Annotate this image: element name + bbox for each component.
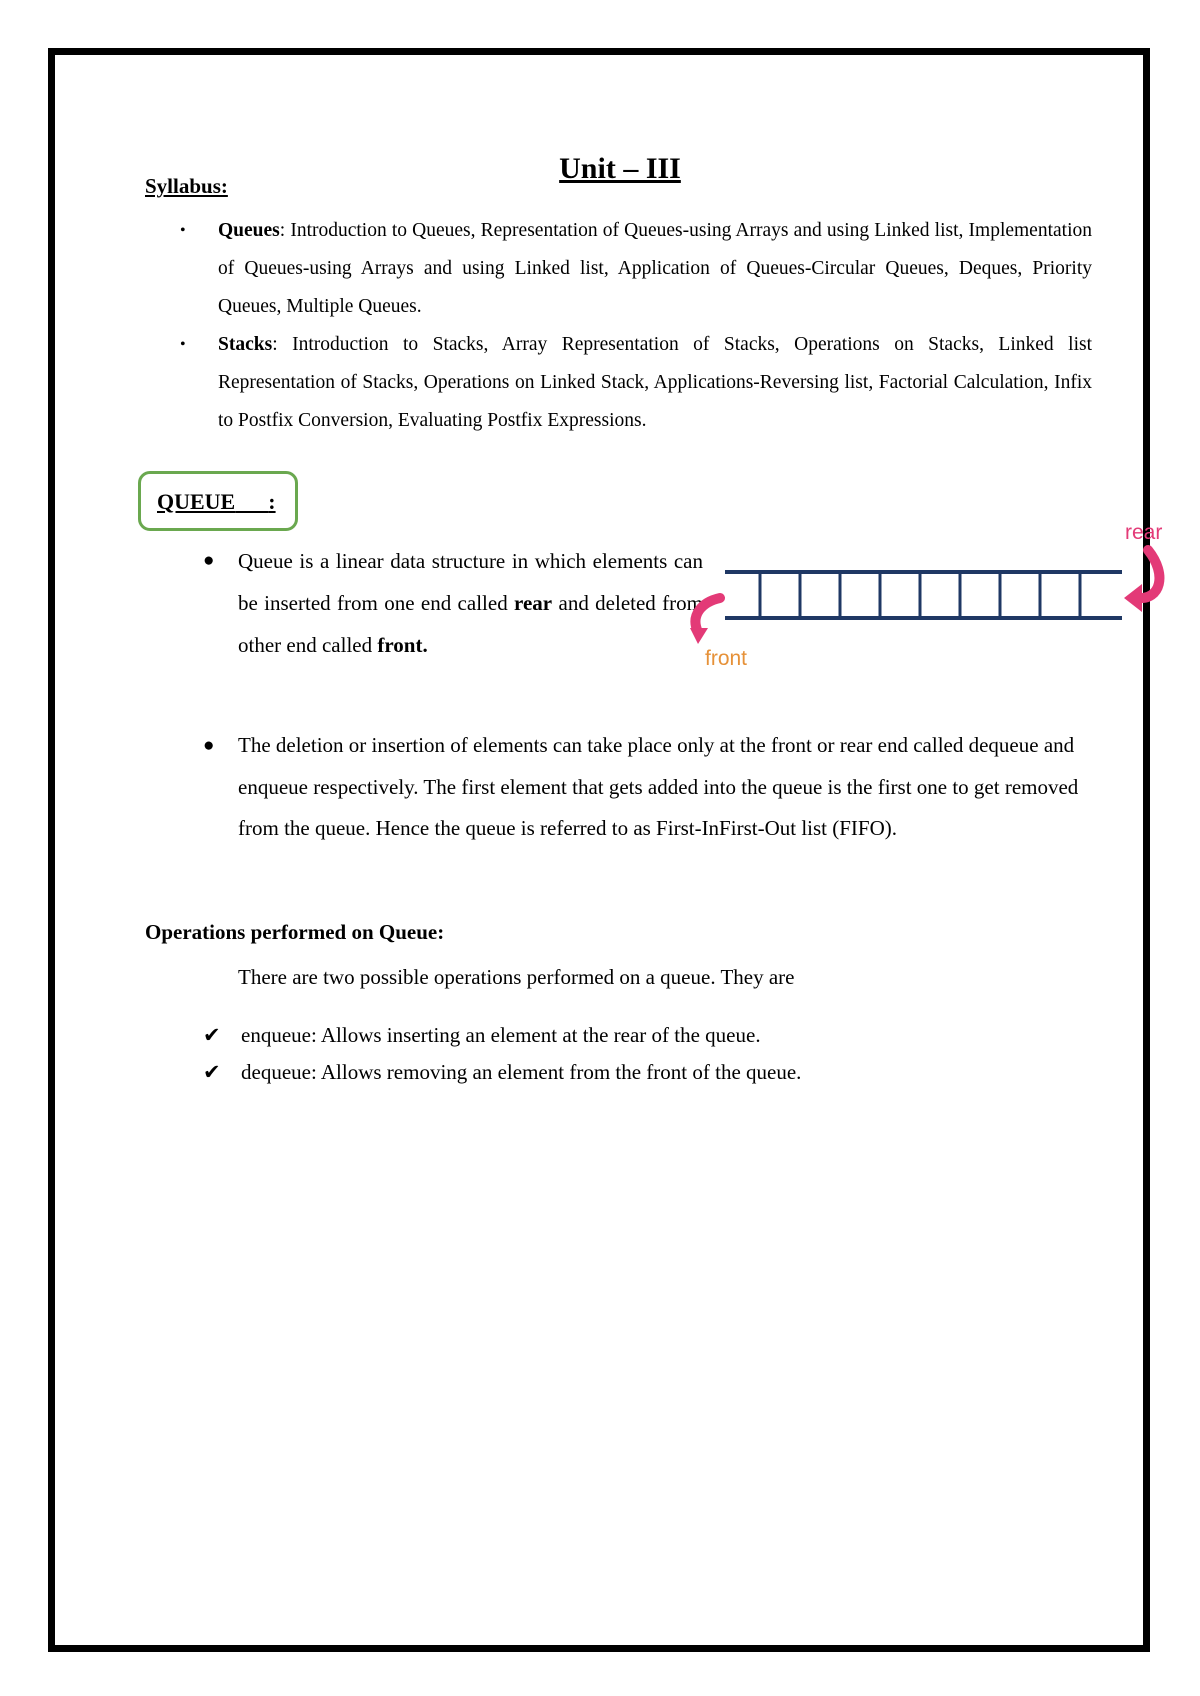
syllabus-term: Stacks bbox=[218, 334, 273, 355]
queue-heading-text: QUEUE bbox=[157, 489, 236, 514]
operation-item-enqueue bbox=[203, 1017, 801, 1054]
front-arrow-icon bbox=[695, 598, 720, 632]
check-icon: ✔ bbox=[203, 1060, 221, 1084]
bullet-icon: • bbox=[180, 222, 186, 239]
definition-text-1: Queue is a linear data structure in which elements can be inserted from one end called bbox=[238, 549, 703, 615]
front-arrowhead-icon bbox=[690, 628, 708, 644]
queue-heading bbox=[157, 489, 276, 515]
page-title: Unit – III bbox=[559, 152, 681, 185]
syllabus-list bbox=[180, 212, 1092, 440]
queue-definition bbox=[203, 540, 703, 666]
queue-description bbox=[203, 725, 1118, 850]
definition-text-2: and deleted from other end called bbox=[238, 591, 703, 657]
description-text: The deletion or insertion of elements can take place only at the front or rear end called dequeue and enqueue respectively. The first element that gets added into the queue is the first one to get removed from the queue. Hence the queue is referred to as First-InFirst-Out list (FIFO). bbox=[238, 733, 1079, 840]
syllabus-text: : Introduction to Stacks, Array Representation of Stacks, Operations on Stacks, Linked list Representation of Stacks, Operations on Linked Stack, Applications-Reversing list, Factorial Calculation, Infix to Postfix Conversion, Evaluating Postfix Expressions. bbox=[218, 334, 1092, 431]
queue-diagram bbox=[690, 520, 1170, 680]
syllabus-text: : Introduction to Queues, Representation of Queues-using Arrays and using Linked list, Implementation of Queues-using Arrays and using Linked list, Application of Queues-Circular Queues, Deques, Priority Queues, Multiple Queues. bbox=[218, 220, 1092, 317]
operations-heading: Operations performed on Queue: bbox=[145, 920, 445, 944]
queue-cells bbox=[725, 572, 1122, 618]
operations-intro: There are two possible operations performed on a queue. They are bbox=[238, 965, 795, 989]
syllabus-term: Queues bbox=[218, 220, 280, 241]
filled-bullet-icon: ● bbox=[203, 735, 215, 756]
operation-text: enqueue: Allows inserting an element at the rear of the queue. bbox=[241, 1023, 761, 1047]
syllabus-item-queues bbox=[180, 212, 1092, 326]
definition-rear: rear bbox=[514, 591, 553, 615]
definition-front: front. bbox=[377, 633, 428, 657]
bullet-icon: • bbox=[180, 336, 186, 353]
syllabus-item-stacks bbox=[180, 326, 1092, 440]
front-label: front bbox=[705, 647, 748, 670]
rear-label: rear bbox=[1125, 521, 1163, 544]
filled-bullet-icon: ● bbox=[203, 550, 215, 571]
syllabus-label: Syllabus: bbox=[145, 174, 228, 198]
operations-list bbox=[203, 1017, 801, 1091]
rear-arrowhead-icon bbox=[1124, 584, 1142, 612]
operation-item-dequeue bbox=[203, 1054, 801, 1091]
check-icon: ✔ bbox=[203, 1023, 221, 1047]
queue-heading-colon: : bbox=[268, 489, 276, 514]
operation-text: dequeue: Allows removing an element from the front of the queue. bbox=[241, 1060, 802, 1084]
